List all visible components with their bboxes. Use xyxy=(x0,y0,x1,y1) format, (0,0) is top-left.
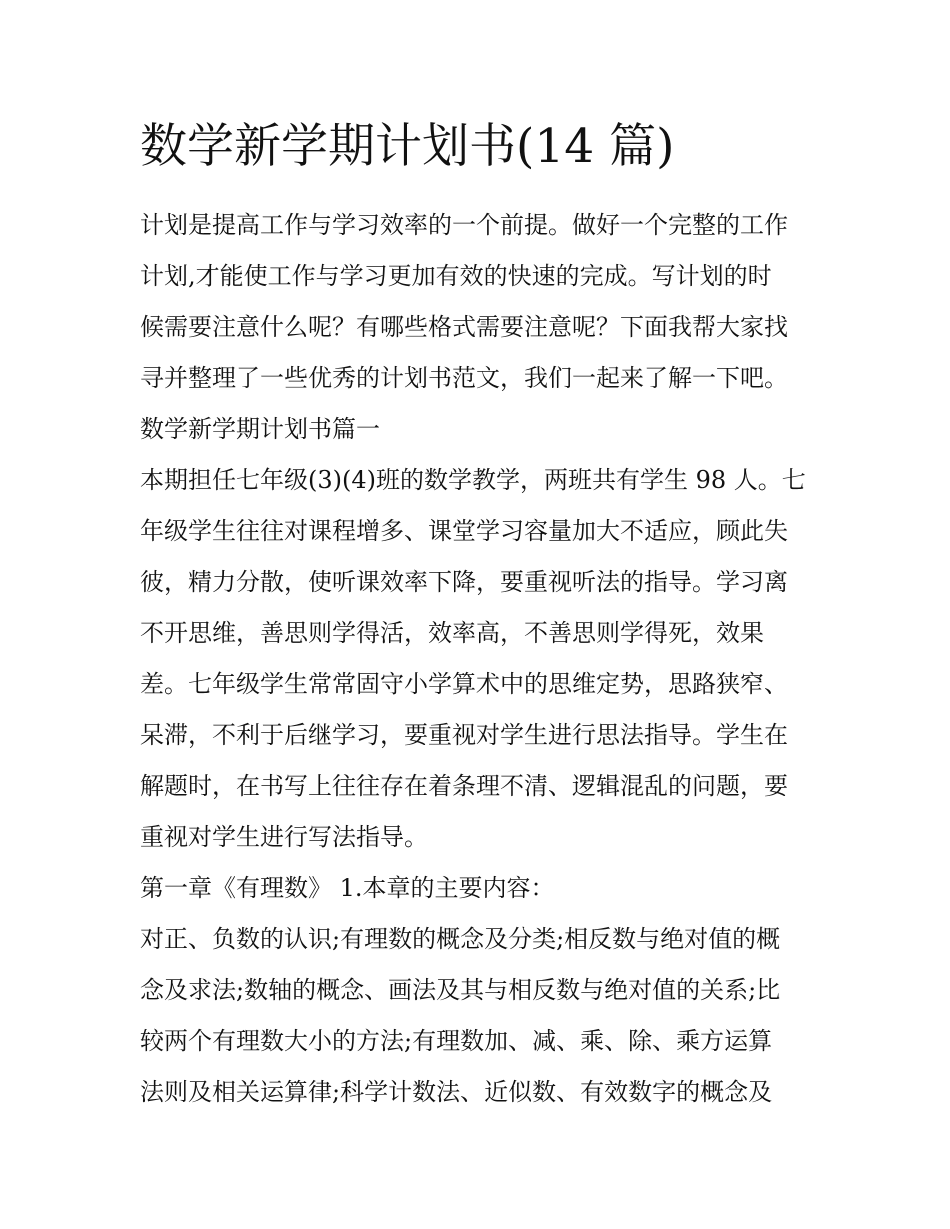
paragraph-line: 不开思维，善思则学得活，效率高，不善思则学得死，效果 xyxy=(140,619,764,647)
intro-line-2: 计划,才能使工作与学习更加有效的快速的完成。写计划的时 xyxy=(140,262,772,290)
paragraph-line: 重视对学生进行写法指导。 xyxy=(140,823,428,851)
intro-line-4: 寻并整理了一些优秀的计划书范文，我们一起来了解一下吧。 xyxy=(140,364,788,392)
paragraph-line: 较两个有理数大小的方法;有理数加、减、乘、除、乘方运算 xyxy=(140,1027,773,1055)
paragraph-line: 年级学生往往对课程增多、课堂学习容量加大不适应，顾此失 xyxy=(140,517,788,545)
paragraph-line: 彼，精力分散，使听课效率下降，要重视听法的指导。学习离 xyxy=(140,568,788,596)
intro-line-3: 候需要注意什么呢？有哪些格式需要注意呢？下面我帮大家找 xyxy=(140,313,788,341)
document-body xyxy=(140,200,815,1118)
paragraph-line: 法则及相关运算律;科学计数法、近似数、有效数字的概念及 xyxy=(140,1078,773,1106)
section-heading-1: 数学新学期计划书篇一 xyxy=(140,415,380,443)
paragraph-line: 念及求法;数轴的概念、画法及其与相反数与绝对值的关系;比 xyxy=(140,976,781,1004)
paragraph-line: 差。七年级学生常常固守小学算术中的思维定势，思路狭窄、 xyxy=(140,670,788,698)
document-title: 数学新学期计划书(14 篇) xyxy=(140,119,675,174)
paragraph-line: 对正、负数的认识;有理数的概念及分类;相反数与绝对值的概 xyxy=(140,925,781,953)
chapter-heading: 第一章《有理数》 1.本章的主要内容： xyxy=(140,874,555,902)
paragraph-line: 解题时，在书写上往往存在着条理不清、逻辑混乱的问题，要 xyxy=(140,772,788,800)
intro-line-1: 计划是提高工作与学习效率的一个前提。做好一个完整的工作 xyxy=(140,211,788,239)
paragraph-line: 本期担任七年级(3)(4)班的数学教学，两班共有学生 98 人。七 xyxy=(140,466,806,494)
paragraph-line: 呆滞，不利于后继学习，要重视对学生进行思法指导。学生在 xyxy=(140,721,788,749)
